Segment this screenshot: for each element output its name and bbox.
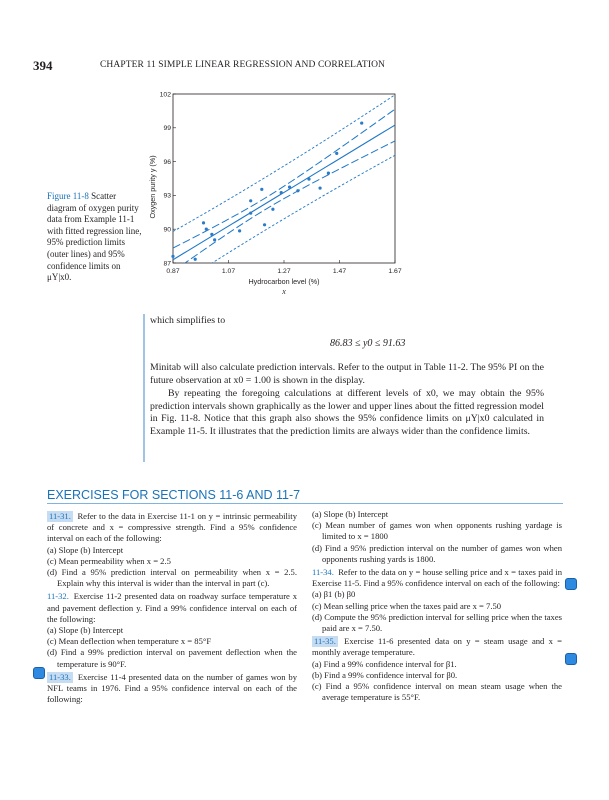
exercise-part bbox=[312, 509, 562, 520]
data-point bbox=[335, 152, 338, 155]
exercise-text: Exercise 11-6 presented data on y = steam usage and x = monthly average temperature. bbox=[312, 636, 562, 658]
y-tick-label: 96 bbox=[163, 158, 171, 166]
exercise-part bbox=[312, 589, 562, 600]
data-point bbox=[238, 229, 241, 232]
exercise-text: Refer to the data on y = house selling price and x = taxes paid in Exercise 11-5. Find a 95% confidence interval on each of the following: bbox=[312, 567, 562, 589]
section-divider bbox=[47, 503, 563, 504]
exercise-part bbox=[47, 636, 297, 647]
exercise-column-left bbox=[47, 509, 297, 705]
upper-prediction-limit bbox=[173, 95, 395, 232]
plot-area-border bbox=[173, 94, 395, 263]
exercise-part bbox=[47, 545, 297, 556]
y-tick-label: 99 bbox=[163, 125, 171, 133]
exercise-text: Exercise 11-2 presented data on roadway surface temperature x and pavement deflection y. Find a 99% confidence interval on each of the following: bbox=[47, 591, 297, 624]
paragraph-minitab: Minitab will also calculate prediction intervals. Refer to the output in Table 11-2. The 95% PI on the future observation at x0 = 1.00 is shown in the display. bbox=[150, 362, 544, 386]
figure-label: Figure 11-8 bbox=[47, 191, 89, 201]
exercise-part bbox=[312, 543, 562, 565]
exercise-column-right bbox=[312, 509, 562, 703]
axis-ticks bbox=[160, 91, 402, 275]
exercise-text: (a) Find a 99% confidence interval for β1. bbox=[312, 658, 457, 669]
exercise-text: (a) Slope (b) Intercept bbox=[47, 625, 124, 636]
x-axis-label: Hydrocarbon level (%) bbox=[248, 277, 320, 286]
x-tick-label: 1.27 bbox=[277, 268, 291, 275]
intro-text: which simplifies to bbox=[150, 315, 226, 326]
exercise-number: 11-35. bbox=[314, 636, 336, 647]
data-point bbox=[263, 223, 266, 226]
exercise-item bbox=[47, 591, 297, 625]
exercise-text: (a) Slope (b) Intercept bbox=[312, 509, 389, 519]
data-point bbox=[280, 191, 283, 194]
exercise-text: (c) Mean selling price when the taxes paid are x = 7.50 bbox=[312, 600, 502, 611]
exercise-number: 11-32. bbox=[47, 591, 69, 602]
y-axis-label: Oxygen purity y (%) bbox=[148, 155, 157, 219]
x-tick-label: 1.47 bbox=[332, 268, 347, 275]
exercise-part bbox=[312, 681, 562, 703]
exercise-part bbox=[312, 520, 562, 542]
exercise-text: (d) Find a 99% prediction interval on pavement deflection when the temperature is 90°F. bbox=[47, 647, 297, 669]
plot-frame bbox=[173, 94, 395, 263]
exercise-text: (c) Mean number of games won when opponents rushing yardage is limited to x = 1800 bbox=[312, 520, 562, 542]
exercise-text: (c) Mean deflection when temperature x = 85°F bbox=[47, 636, 212, 647]
fitted-regression-line bbox=[173, 125, 395, 260]
exercise-text: (c) Find a 95% confidence interval on mean steam usage when the average temperature is 55°F. bbox=[312, 681, 562, 703]
exercises-heading: EXERCISES FOR SECTIONS 11-6 AND 11-7 bbox=[47, 488, 301, 502]
data-point bbox=[213, 238, 216, 241]
data-point bbox=[205, 227, 208, 230]
data-point bbox=[260, 188, 263, 191]
x-axis-symbol: x bbox=[282, 287, 286, 296]
data-points bbox=[171, 121, 363, 260]
exercise-marker-icon[interactable] bbox=[565, 653, 577, 665]
data-point bbox=[194, 258, 197, 261]
data-point bbox=[202, 221, 205, 224]
data-point bbox=[171, 255, 174, 258]
data-point bbox=[288, 185, 291, 188]
y-tick-label: 90 bbox=[163, 226, 171, 234]
data-point bbox=[210, 233, 213, 236]
exercise-part bbox=[47, 647, 297, 669]
chapter-title: CHAPTER 11 SIMPLE LINEAR REGRESSION AND CORRELATION bbox=[100, 60, 386, 70]
data-point bbox=[271, 208, 274, 211]
prediction-interval-equation: 86.83 ≤ y0 ≤ 91.63 bbox=[330, 338, 406, 349]
exercise-part bbox=[47, 567, 297, 589]
x-tick-label: 1.67 bbox=[388, 268, 402, 275]
data-point bbox=[249, 199, 252, 202]
data-point bbox=[360, 121, 363, 124]
exercise-part bbox=[47, 625, 297, 636]
exercise-item bbox=[312, 567, 562, 589]
data-point bbox=[318, 186, 321, 189]
exercise-text: Exercise 11-4 presented data on the number of games won by NFL teams in 1976. Find a 95% confidence interval on each of the following: bbox=[47, 671, 298, 705]
exercise-text: (a) β1 (b) β0 bbox=[312, 589, 356, 600]
exercise-part bbox=[312, 670, 562, 681]
y-tick-label: 93 bbox=[163, 192, 171, 200]
paragraph-repeating: By repeating the foregoing calculations at different levels of x0, we may obtain the 95% prediction intervals shown graphically as the lower and upper lines about the fitted regression model in Fig. 11-8. Notice that this graph also shows the 95% confidence limits on μY|x0 calculated in Example 11-5. It illustrates that the prediction limits are always wider than the confidence limits. bbox=[150, 388, 544, 437]
x-tick-label: 0.87 bbox=[166, 268, 180, 275]
upper-confidence-limit bbox=[173, 109, 395, 248]
data-point bbox=[249, 211, 252, 214]
exercise-number: 11-33. bbox=[49, 671, 71, 682]
exercise-part bbox=[47, 556, 297, 567]
exercise-part bbox=[312, 601, 562, 612]
regression-chart bbox=[150, 86, 410, 296]
data-point bbox=[307, 177, 310, 180]
data-point bbox=[327, 171, 330, 174]
lower-confidence-limit bbox=[173, 141, 395, 272]
exercise-part bbox=[312, 659, 562, 670]
exercise-item bbox=[312, 636, 562, 658]
exercise-text: (c) Mean permeability when x = 2.5 bbox=[47, 555, 171, 566]
exercise-item bbox=[47, 672, 297, 706]
exercise-text: (a) Slope (b) Intercept bbox=[47, 544, 124, 555]
figure-caption-text: Scatter diagram of oxygen purity data from Example 11-1 with fitted regression line, 95% prediction limits (outer lines) and 95% confidence limits on bbox=[47, 191, 142, 271]
data-point bbox=[296, 189, 299, 192]
exercise-number: 11-34. bbox=[312, 567, 334, 578]
exercise-text: (d) Find a 95% prediction interval on permeability when x = 2.5. Explain why this interval is wider than the interval in part (c). bbox=[47, 567, 297, 589]
exercise-text: (d) Compute the 95% prediction interval for selling price when the taxes paid are x = 7.50. bbox=[312, 611, 562, 634]
figure-caption bbox=[47, 191, 147, 284]
exercise-text: Refer to the data in Exercise 11-1 on y = intrinsic permeability of concrete and x = compressive strength. Find a 95% confidence interval on each of the following: bbox=[47, 511, 297, 544]
figure-caption-symbol: μY|x0. bbox=[47, 272, 72, 283]
exercise-item bbox=[47, 511, 297, 545]
exercise-marker-icon[interactable] bbox=[565, 578, 577, 590]
margin-bar bbox=[143, 314, 145, 462]
page-number: 394 bbox=[33, 58, 53, 73]
y-tick-label: 87 bbox=[163, 260, 171, 268]
exercise-text: (b) Find a 99% confidence interval for β0. bbox=[312, 669, 458, 680]
x-tick-label: 1.07 bbox=[221, 268, 236, 275]
exercise-number: 11-31. bbox=[49, 511, 71, 521]
y-tick-label: 102 bbox=[159, 91, 171, 99]
exercise-marker-icon[interactable] bbox=[33, 667, 45, 679]
exercise-text: (d) Find a 95% prediction interval on the number of games won when opponents rushing yards is 1800. bbox=[312, 542, 562, 564]
exercise-part bbox=[312, 612, 562, 634]
